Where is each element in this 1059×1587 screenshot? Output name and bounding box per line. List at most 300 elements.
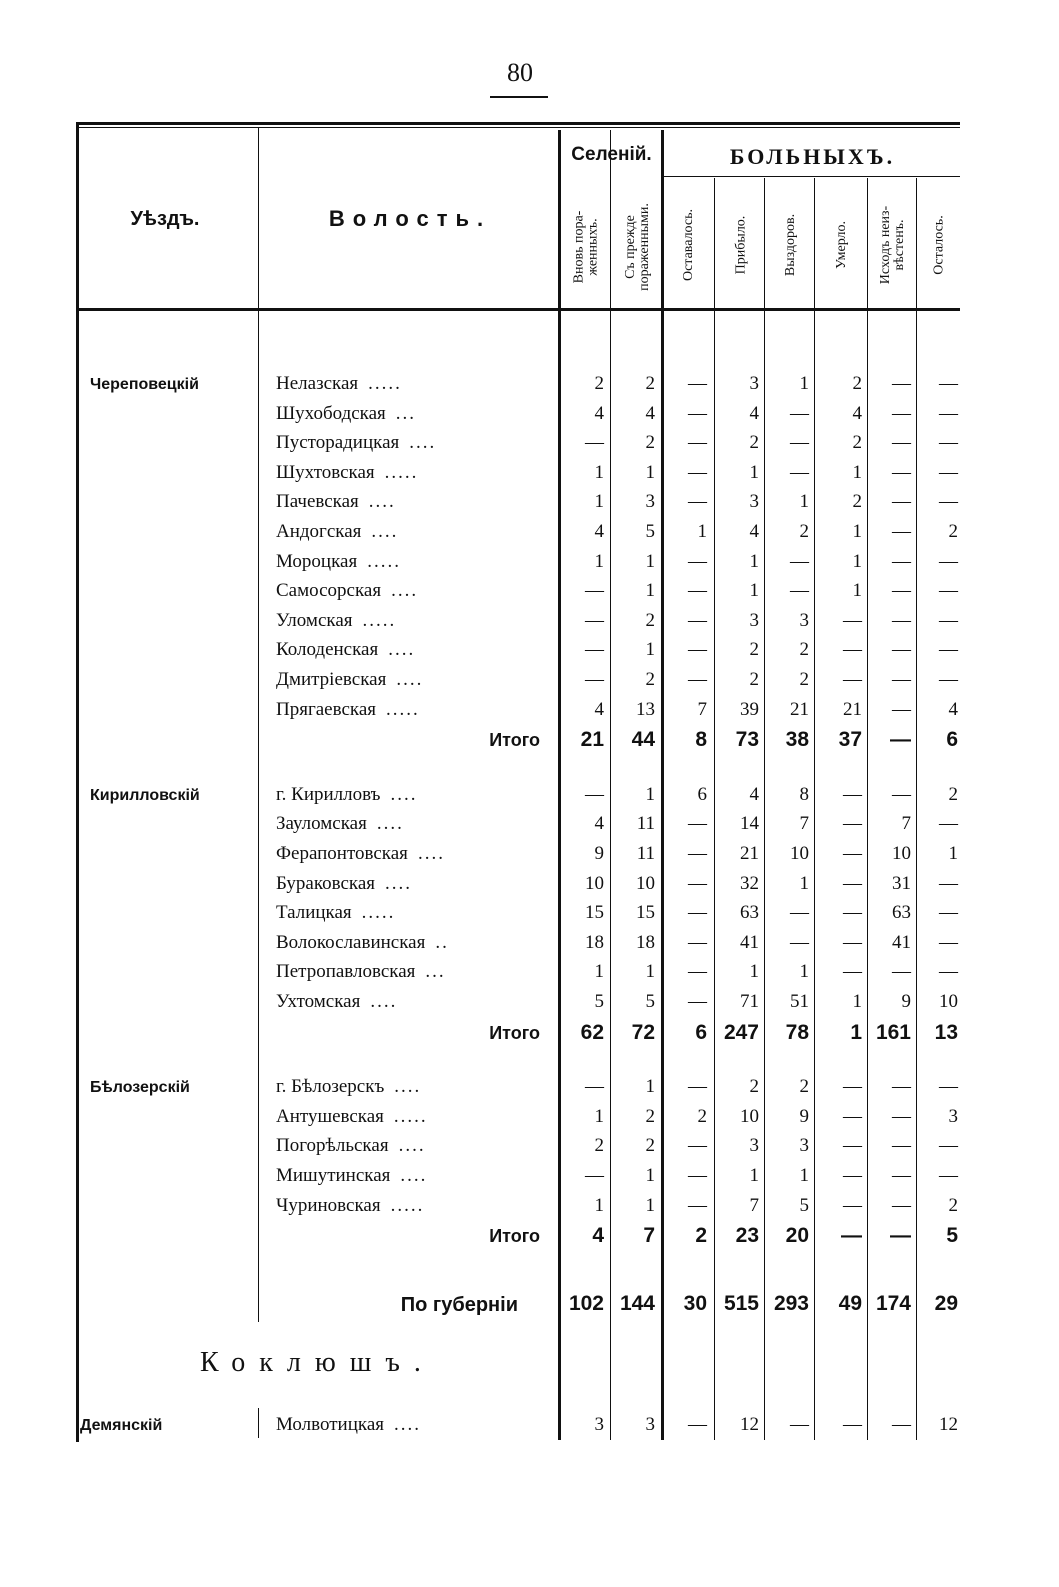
value-cell: — [790, 432, 809, 454]
value-cell: — [843, 639, 862, 661]
value-cell: — [939, 872, 958, 894]
volost-label: Бураковская [276, 872, 376, 894]
leader-dots: ..... [384, 461, 419, 483]
volost-label: г. Бѣлозерскъ [276, 1076, 385, 1098]
value-cell: 2 [749, 432, 759, 454]
value-cell: 6 [695, 1020, 707, 1044]
volost-label: Антушевская [276, 1105, 384, 1127]
district-name: Череповецкій [90, 376, 199, 393]
total-label: Итого [489, 730, 540, 751]
table-top-border [78, 122, 960, 125]
value-cell: 161 [875, 1020, 911, 1044]
volost-name [276, 1195, 546, 1217]
leader-dots: .... [385, 872, 413, 894]
value-cell: 3 [948, 1105, 958, 1127]
value-cell: — [892, 432, 911, 454]
value-cell: 73 [735, 728, 759, 752]
value-cell: — [585, 432, 604, 454]
value-cell: — [939, 813, 958, 835]
volost-name [276, 462, 546, 484]
value-cell: 30 [683, 1292, 707, 1315]
volost-label: Ферапонтовская [276, 843, 408, 864]
value-cell: — [688, 872, 707, 894]
value-cell: 62 [580, 1020, 604, 1044]
leader-dots: .... [409, 432, 437, 454]
value-cell: 2 [695, 1224, 707, 1248]
volost-name [276, 1135, 546, 1157]
volost-name [276, 669, 546, 691]
value-cell: 2 [645, 1105, 655, 1127]
header-sub-column [816, 180, 869, 310]
value-cell: 1 [948, 843, 958, 864]
value-cell: — [892, 639, 911, 661]
value-cell: 3 [749, 1135, 759, 1157]
header-sub-label: Вновь пора- женныхъ. [571, 210, 601, 284]
value-cell: 515 [723, 1292, 759, 1315]
volost-name [276, 813, 546, 835]
value-cell: 3 [799, 609, 809, 631]
value-cell: 1 [645, 639, 655, 661]
value-cell: 9 [901, 991, 911, 1012]
value-cell: — [688, 461, 707, 483]
value-cell: 1 [799, 961, 809, 983]
value-cell: — [892, 373, 911, 394]
value-cell: — [939, 432, 958, 454]
leader-dots: ..... [393, 1105, 428, 1127]
column-divider [867, 178, 868, 1440]
value-cell: — [843, 1135, 862, 1157]
volost-name [276, 932, 546, 954]
value-cell: — [790, 461, 809, 483]
value-cell: 7 [643, 1224, 655, 1248]
value-cell: — [892, 1135, 911, 1157]
table-left-border [76, 122, 79, 1442]
value-cell: 3 [799, 1135, 809, 1157]
value-cell: — [892, 521, 911, 542]
value-cell: 5 [799, 1194, 809, 1216]
value-cell: 1 [645, 1165, 655, 1186]
value-cell: 37 [838, 728, 862, 752]
value-cell: 14 [740, 813, 759, 835]
value-cell: — [939, 491, 958, 513]
header-sub-column [766, 180, 816, 310]
value-cell: — [892, 609, 911, 631]
value-cell: 1 [749, 961, 759, 983]
value-cell: 5 [645, 521, 655, 542]
value-cell: 13 [636, 698, 655, 720]
value-cell: — [688, 491, 707, 513]
header-sub-label: Прибыло. [733, 215, 748, 275]
volost-label: Погорѣльская [276, 1135, 389, 1157]
value-cell: 2 [948, 783, 958, 805]
value-cell: — [790, 580, 809, 602]
value-cell: 3 [645, 491, 655, 513]
volost-label: Прягаевская [276, 698, 377, 720]
column-divider [814, 178, 815, 1440]
value-cell: 21 [580, 728, 604, 752]
header-bolnykh: БОЛЬНЫХЪ. [729, 144, 896, 169]
value-cell: 1 [852, 550, 862, 572]
value-cell: 2 [594, 373, 604, 394]
volost-name [276, 580, 546, 602]
leader-dots: ..... [361, 902, 396, 924]
value-cell: — [939, 373, 958, 394]
leader-dots: .... [388, 639, 416, 661]
value-cell: — [939, 609, 958, 631]
value-cell: 39 [740, 698, 759, 720]
value-cell: 21 [790, 698, 809, 720]
value-cell: 51 [790, 991, 809, 1012]
volost-label: Зауломская [276, 813, 367, 835]
value-cell: 10 [585, 872, 604, 894]
value-cell: 1 [645, 580, 655, 602]
value-cell: 1 [852, 580, 862, 602]
header-sub-column [869, 180, 918, 310]
value-cell: 2 [852, 432, 862, 454]
guberniya-label: По губерніи [400, 1294, 518, 1316]
volost-label: Пусторадицкая [276, 432, 400, 454]
value-cell: — [688, 1414, 707, 1435]
value-cell: 2 [645, 373, 655, 394]
leader-dots: ..... [386, 698, 420, 720]
value-cell: — [892, 783, 911, 805]
value-cell: — [939, 961, 958, 983]
value-cell: 4 [592, 1224, 604, 1248]
value-cell: — [688, 931, 707, 953]
header-sub-column [663, 180, 716, 310]
value-cell: 1 [594, 1105, 604, 1127]
value-cell: — [939, 902, 958, 924]
volost-label: Молвотицкая [276, 1414, 384, 1435]
value-cell: — [585, 580, 604, 602]
leader-dots: ..... [367, 550, 401, 572]
leader-dots: ..... [362, 609, 397, 631]
value-cell: — [585, 1165, 604, 1186]
volost-name [276, 551, 546, 573]
volost-label: Нелазская [276, 373, 359, 394]
value-cell: — [892, 1194, 911, 1216]
value-cell: — [688, 1076, 707, 1098]
value-cell: — [843, 609, 862, 631]
volost-label: Дмитріевская [276, 669, 387, 690]
value-cell: 2 [749, 1076, 759, 1098]
value-cell: — [843, 669, 862, 690]
volost-label: Самосорская [276, 580, 382, 602]
value-cell: — [939, 1165, 958, 1186]
section-title-koklyush: Коклюшъ. [200, 1347, 435, 1378]
value-cell: — [843, 1414, 862, 1435]
value-cell: — [890, 1224, 911, 1248]
value-cell: 21 [843, 698, 862, 720]
value-cell: — [939, 550, 958, 572]
value-cell: — [790, 902, 809, 924]
value-cell: 32 [740, 872, 759, 894]
value-cell: — [892, 1076, 911, 1098]
value-cell: 6 [697, 783, 707, 805]
value-cell: — [843, 843, 862, 864]
value-cell: — [939, 669, 958, 690]
header-sub-column [918, 180, 962, 310]
volost-name [276, 902, 546, 924]
value-cell: 13 [934, 1020, 958, 1044]
value-cell: 12 [939, 1414, 958, 1435]
value-cell: 63 [740, 902, 759, 924]
district-name: Кирилловскій [90, 786, 200, 804]
value-cell: — [892, 961, 911, 983]
value-cell: 10 [939, 991, 958, 1012]
value-cell: 1 [799, 491, 809, 513]
value-cell: — [843, 961, 862, 983]
value-cell: — [688, 1165, 707, 1186]
district-name: Бѣлозерскій [90, 1079, 190, 1097]
value-cell: 72 [631, 1020, 655, 1044]
value-cell: — [892, 461, 911, 483]
leader-dots: ..... [390, 1194, 425, 1216]
value-cell: 1 [697, 521, 707, 542]
volost-name [276, 1076, 546, 1098]
value-cell: — [843, 783, 862, 805]
header-sub-label: Съ прежде пораженными. [622, 203, 652, 291]
volost-name [276, 1106, 546, 1128]
value-cell: 1 [749, 1165, 759, 1186]
value-cell: — [790, 931, 809, 953]
total-label: Итого [489, 1022, 540, 1043]
value-cell: — [688, 991, 707, 1012]
volost-name [276, 1414, 546, 1436]
value-cell: 1 [749, 580, 759, 602]
value-cell: 41 [892, 931, 911, 953]
value-cell: 1 [850, 1020, 862, 1044]
value-cell: — [843, 1194, 862, 1216]
value-cell: 2 [697, 1105, 707, 1127]
volost-label: г. Кирилловъ [276, 783, 381, 805]
leader-dots: ... [425, 961, 446, 983]
header-seleniy: Селеній. [571, 144, 652, 165]
value-cell: — [688, 402, 707, 424]
leader-dots: .... [368, 491, 396, 513]
value-cell: 7 [749, 1194, 759, 1216]
value-cell: — [585, 609, 604, 631]
value-cell: — [843, 1105, 862, 1127]
value-cell: 2 [645, 1135, 655, 1157]
value-cell: 10 [636, 872, 655, 894]
volost-name [276, 610, 546, 632]
value-cell: 4 [594, 402, 604, 424]
column-divider [610, 130, 611, 1440]
header-sub-column [716, 180, 766, 310]
value-cell: 4 [594, 813, 604, 835]
volost-label: Шухободская [276, 402, 386, 424]
page-number: 80 [507, 58, 533, 87]
value-cell: — [688, 843, 707, 864]
leader-dots: .... [398, 1135, 426, 1157]
volost-label: Андогская [276, 521, 362, 542]
volost-name [276, 991, 546, 1013]
value-cell: 2 [645, 609, 655, 631]
value-cell: 31 [892, 872, 911, 894]
value-cell: — [939, 580, 958, 602]
value-cell: — [688, 1194, 707, 1216]
value-cell: 63 [892, 902, 911, 924]
header-uezd: Уѣздъ. [130, 208, 200, 230]
value-cell: 2 [594, 1135, 604, 1157]
value-cell: 5 [645, 991, 655, 1012]
header-sub-column [560, 182, 612, 312]
leader-dots: .... [370, 991, 398, 1012]
value-cell: — [939, 1076, 958, 1098]
value-cell: — [892, 669, 911, 690]
header-sub-column [612, 182, 663, 312]
value-cell: 44 [631, 728, 655, 752]
volost-name [276, 403, 546, 425]
volost-name [276, 843, 546, 865]
value-cell: 6 [946, 728, 958, 752]
value-cell: 1 [749, 461, 759, 483]
value-cell: 2 [948, 1194, 958, 1216]
value-cell: — [843, 1165, 862, 1186]
volost-label: Мороцкая [276, 550, 358, 572]
volost-label: Чуриновская [276, 1194, 381, 1216]
leader-dots: ... [395, 402, 417, 424]
volost-name [276, 961, 546, 983]
volost-label: Волокославинская [276, 931, 426, 953]
value-cell: — [688, 550, 707, 572]
value-cell: 3 [749, 373, 759, 394]
leader-dots: .... [396, 669, 424, 690]
value-cell: 7 [697, 698, 707, 720]
value-cell: 2 [799, 639, 809, 661]
volost-name [276, 639, 546, 661]
value-cell: — [939, 461, 958, 483]
header-sub-label: Оставалось. [681, 208, 697, 282]
value-cell: — [688, 813, 707, 835]
value-cell: — [790, 1414, 809, 1435]
value-cell: 1 [594, 461, 604, 483]
leader-dots: .. [435, 931, 449, 953]
column-divider [764, 178, 765, 1440]
value-cell: — [892, 491, 911, 513]
value-cell: 1 [645, 550, 655, 572]
value-cell: — [790, 402, 809, 424]
value-cell: — [790, 550, 809, 572]
leader-dots: ..... [368, 373, 402, 394]
value-cell: 2 [799, 669, 809, 690]
volost-name [276, 873, 546, 895]
value-cell: 174 [875, 1292, 911, 1315]
value-cell: 41 [740, 931, 759, 953]
leader-dots: .... [376, 813, 404, 835]
value-cell: — [688, 373, 707, 394]
value-cell: 11 [636, 813, 655, 835]
value-cell: 9 [799, 1105, 809, 1127]
volost-name [276, 491, 546, 513]
volost-name [276, 784, 546, 806]
value-cell: — [939, 1135, 958, 1157]
koklyush-uezd-divider [258, 1408, 259, 1438]
value-cell: 3 [749, 609, 759, 631]
value-cell: 4 [645, 402, 655, 424]
header-volost: Волость. [328, 206, 492, 231]
value-cell: — [843, 872, 862, 894]
value-cell: — [892, 550, 911, 572]
value-cell: 71 [740, 991, 759, 1012]
value-cell: — [939, 931, 958, 953]
value-cell: 7 [799, 813, 809, 835]
value-cell: 49 [838, 1292, 862, 1315]
value-cell: 293 [773, 1292, 809, 1315]
value-cell: 78 [785, 1020, 809, 1044]
value-cell: — [892, 580, 911, 602]
volost-name [276, 373, 546, 395]
value-cell: 144 [619, 1292, 655, 1315]
value-cell: 8 [799, 783, 809, 805]
header-sub-label: Умерло. [834, 220, 850, 270]
column-divider [916, 178, 917, 1440]
column-divider [714, 178, 715, 1440]
leader-dots: .... [390, 783, 418, 805]
value-cell: 15 [636, 902, 655, 924]
leader-dots: .... [394, 1076, 422, 1098]
value-cell: 2 [645, 432, 655, 454]
value-cell: 1 [852, 991, 862, 1012]
volost-name [276, 432, 546, 454]
total-label: Итого [489, 1226, 540, 1247]
value-cell: 18 [636, 931, 655, 953]
value-cell: 3 [594, 1414, 604, 1435]
value-cell: — [892, 1165, 911, 1186]
value-cell: — [688, 669, 707, 690]
value-cell: 1 [594, 961, 604, 983]
volost-label: Уломская [276, 609, 353, 631]
value-cell: — [688, 902, 707, 924]
value-cell: — [843, 813, 862, 835]
leader-dots: .... [391, 580, 419, 602]
value-cell: 10 [892, 843, 911, 864]
value-cell: — [688, 961, 707, 983]
value-cell: 1 [594, 491, 604, 513]
value-cell: 1 [594, 550, 604, 572]
leader-dots: .... [417, 843, 445, 864]
table-top-border-inner [78, 127, 960, 128]
bolnykh-group-rule [663, 176, 960, 177]
value-cell: 2 [749, 669, 759, 690]
value-cell: — [688, 639, 707, 661]
header-sub-label: Осталось. [932, 215, 948, 275]
value-cell: — [688, 609, 707, 631]
value-cell: 10 [790, 843, 809, 864]
district-name: Демянскій [80, 1417, 163, 1434]
value-cell: 2 [645, 669, 655, 690]
value-cell: 1 [799, 872, 809, 894]
value-cell: 38 [785, 728, 809, 752]
value-cell: 20 [785, 1224, 809, 1248]
value-cell: — [841, 1224, 862, 1248]
value-cell: 2 [852, 373, 862, 394]
value-cell: — [843, 1076, 862, 1098]
value-cell: 1 [594, 1194, 604, 1216]
page-number-underline [490, 96, 548, 98]
value-cell: 1 [799, 1165, 809, 1186]
value-cell: 2 [799, 521, 809, 542]
value-cell: — [939, 639, 958, 661]
value-cell: — [843, 931, 862, 953]
value-cell: — [688, 1135, 707, 1157]
value-cell: 4 [749, 521, 759, 542]
value-cell: 4 [749, 783, 759, 805]
value-cell: 1 [852, 521, 862, 542]
leader-dots: .... [400, 1165, 428, 1186]
value-cell: 1 [852, 461, 862, 483]
